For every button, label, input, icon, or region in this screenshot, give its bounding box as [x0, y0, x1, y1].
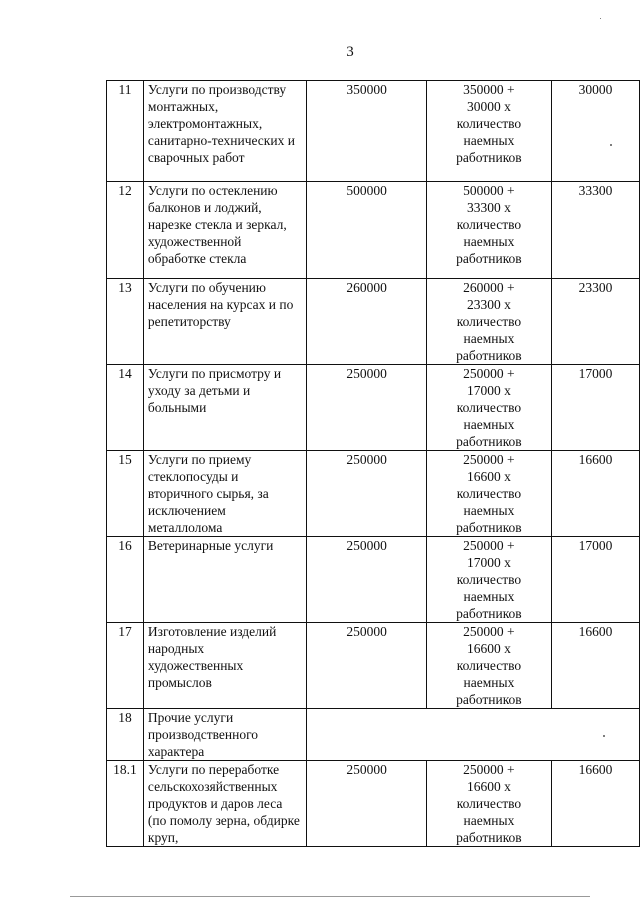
table-row: [107, 623, 640, 709]
formula-line: 250000 +: [463, 624, 515, 639]
formula-line: 17000 х: [466, 383, 511, 398]
base-income: 350000: [307, 81, 427, 182]
service-name: Услуги по переработке сельскохозяйственных продуктов и даров леса (по помолу зерна, обдирке круп,: [143, 761, 306, 847]
service-name: Изготовление изделий народных художественных промыслов: [143, 623, 306, 709]
formula-line: 250000 +: [463, 452, 515, 467]
formula-line: количество: [456, 658, 522, 673]
formula-line: 350000 +: [463, 82, 515, 97]
formula-line: наемных: [463, 813, 515, 828]
base-income: 250000: [307, 537, 427, 623]
income-formula: [426, 451, 551, 537]
table-row: [107, 81, 640, 182]
service-name: Услуги по производству монтажных, электромонтажных, санитарно-технических и сварочных работ: [143, 81, 306, 182]
row-number: 13: [107, 279, 144, 365]
formula-line: 23300 х: [466, 297, 511, 312]
row-number: 15: [107, 451, 144, 537]
service-name: Услуги по остеклению балконов и лоджий, нарезке стекла и зеркал, художественной обработке стекла: [143, 182, 306, 279]
income-formula: [426, 81, 551, 182]
formula-line: работников: [456, 606, 522, 621]
tariff-table: [106, 80, 640, 847]
base-income: 260000: [307, 279, 427, 365]
formula-line: наемных: [463, 417, 515, 432]
per-employee-amount: 17000: [551, 537, 639, 623]
row-number: 11: [107, 81, 144, 182]
formula-line: количество: [456, 314, 522, 329]
formula-line: 260000 +: [463, 280, 515, 295]
row-number: 18.1: [107, 761, 144, 847]
formula-line: количество: [456, 486, 522, 501]
service-name: Услуги по присмотру и уходу за детьми и больными: [143, 365, 306, 451]
formula-line: 250000 +: [463, 762, 515, 777]
table-row: [107, 451, 640, 537]
formula-line: 33300 х: [466, 200, 511, 215]
formula-line: работников: [456, 830, 522, 845]
per-employee-amount: 16600: [551, 451, 639, 537]
income-formula: [426, 279, 551, 365]
base-income: 250000: [307, 365, 427, 451]
row-number: 16: [107, 537, 144, 623]
base-income: 250000: [307, 761, 427, 847]
formula-line: работников: [456, 348, 522, 363]
formula-line: 500000 +: [463, 183, 515, 198]
table-row: [107, 761, 640, 847]
formula-line: 16600 х: [466, 641, 511, 656]
service-name: Ветеринарные услуги: [143, 537, 306, 623]
per-employee-amount: 16600: [551, 623, 639, 709]
per-employee-amount: 23300: [551, 279, 639, 365]
scan-speck: [610, 144, 612, 146]
base-income: 250000: [307, 451, 427, 537]
formula-line: количество: [456, 400, 522, 415]
page-number: 3: [346, 44, 354, 60]
empty-merged-cell: [307, 709, 640, 761]
formula-line: 17000 х: [466, 555, 511, 570]
formula-line: наемных: [463, 331, 515, 346]
base-income: 250000: [307, 623, 427, 709]
formula-line: работников: [456, 150, 522, 165]
formula-line: 250000 +: [463, 538, 515, 553]
formula-line: 16600 х: [466, 779, 511, 794]
income-formula: [426, 761, 551, 847]
scan-speck: [600, 18, 601, 19]
formula-line: работников: [456, 251, 522, 266]
formula-line: 250000 +: [463, 366, 515, 381]
formula-line: наемных: [463, 675, 515, 690]
formula-line: наемных: [463, 133, 515, 148]
per-employee-amount: 16600: [551, 761, 639, 847]
table-row: [107, 182, 640, 279]
formula-line: количество: [456, 217, 522, 232]
formula-line: количество: [456, 116, 522, 131]
formula-line: работников: [456, 692, 522, 707]
service-name: Услуги по обучению населения на курсах и по репетиторству: [143, 279, 306, 365]
income-formula: [426, 365, 551, 451]
per-employee-amount: 17000: [551, 365, 639, 451]
income-formula: [426, 182, 551, 279]
formula-line: количество: [456, 796, 522, 811]
formula-line: наемных: [463, 589, 515, 604]
income-formula: [426, 623, 551, 709]
service-name: Прочие услуги производственного характера: [143, 709, 306, 761]
service-name: Услуги по приему стеклопосуды и вторичного сырья, за исключением металлолома: [143, 451, 306, 537]
formula-line: наемных: [463, 503, 515, 518]
formula-line: количество: [456, 572, 522, 587]
per-employee-amount: 33300: [551, 182, 639, 279]
table-row: [107, 709, 640, 761]
formula-line: работников: [456, 434, 522, 449]
formula-line: работников: [456, 520, 522, 535]
formula-line: наемных: [463, 234, 515, 249]
formula-line: 16600 х: [466, 469, 511, 484]
row-number: 18: [107, 709, 144, 761]
formula-line: 30000 х: [466, 99, 511, 114]
row-number: 12: [107, 182, 144, 279]
per-employee-amount: 30000: [551, 81, 639, 182]
scan-speck: [603, 735, 605, 737]
table-row: [107, 279, 640, 365]
row-number: 17: [107, 623, 144, 709]
scan-edge-line: [70, 896, 590, 897]
row-number: 14: [107, 365, 144, 451]
base-income: 500000: [307, 182, 427, 279]
table-row: [107, 365, 640, 451]
income-formula: [426, 537, 551, 623]
table-row: [107, 537, 640, 623]
